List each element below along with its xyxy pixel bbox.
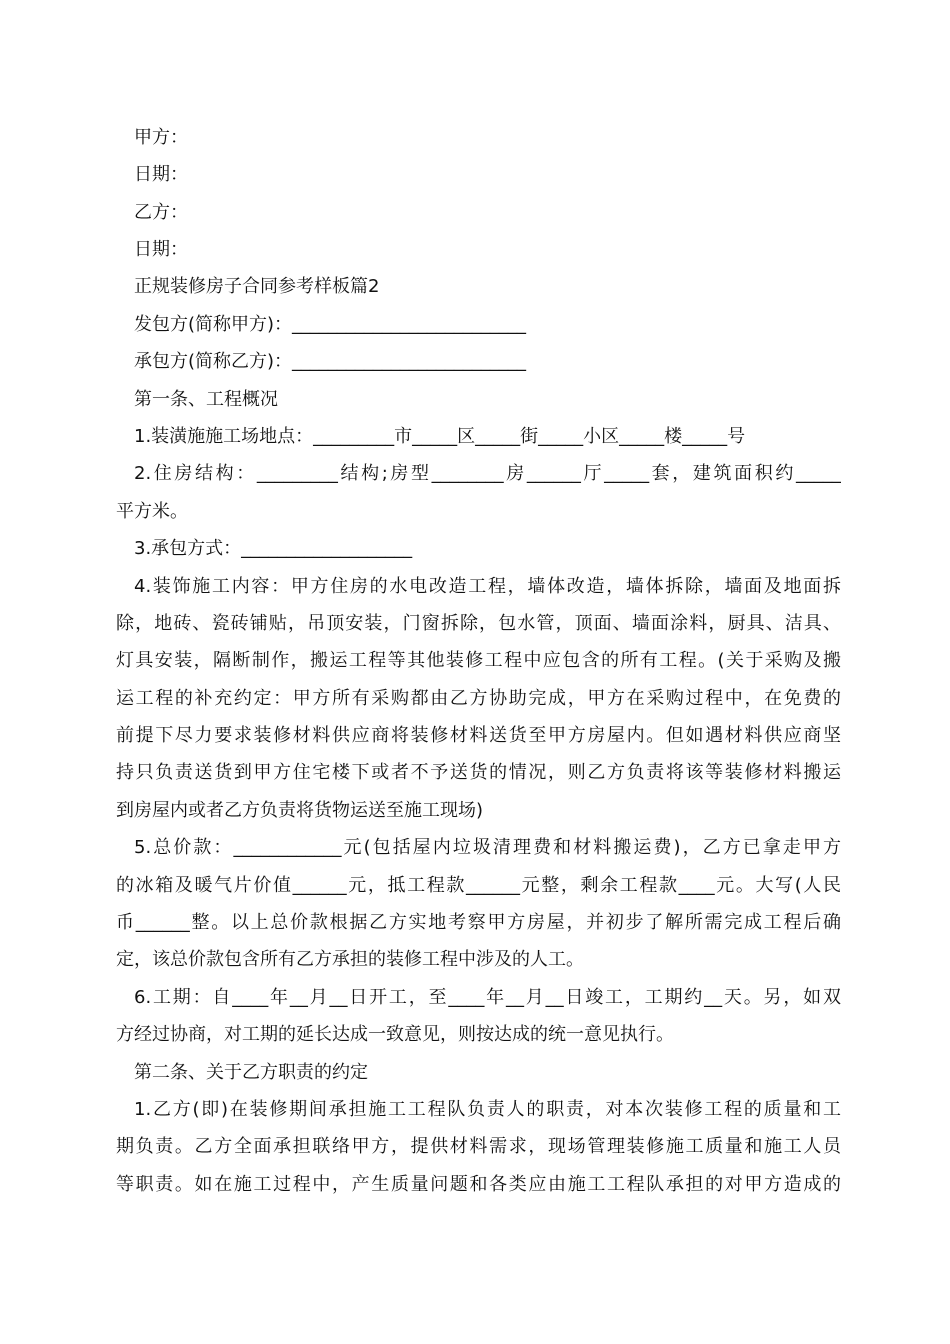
paragraph-line: 1.装潢施施工场地点：_________市_____区_____街_____小区_____楼_____号 — [134, 426, 746, 447]
paragraph-line: 除，地砖、瓷砖铺贴，吊顶安装，门窗拆除，包水管，顶面、墙面涂料，厨具、洁具、 — [116, 613, 841, 634]
date-label: 日期： — [134, 239, 188, 260]
paragraph-line: 币______整。以上总价款根据乙方实地考察甲方房屋，并初步了解所需完成工程后确 — [116, 912, 841, 933]
contractor-a-line: 发包方(简称甲方)：__________________________ — [134, 314, 527, 335]
paragraph-line: 的冰箱及暖气片价值______元，抵工程款______元整，剩余工程款____元。大写(人民 — [116, 875, 841, 896]
paragraph-line: 期负责。乙方全面承担联络甲方，提供材料需求，现场管理装修施工质量和施工人员 — [116, 1136, 841, 1157]
article-heading: 第一条、工程概况 — [134, 389, 278, 410]
date-label: 日期： — [134, 164, 188, 185]
contractor-b-line: 承包方(简称乙方)：__________________________ — [134, 351, 527, 372]
paragraph-line: 前提下尽力要求装修材料供应商将装修材料送货至甲方房屋内。但如遇材料供应商坚 — [116, 725, 841, 746]
paragraph-line: 方经过协商，对工期的延长达成一致意见，则按达成的统一意见执行。 — [116, 1024, 674, 1045]
party-b-label: 乙方： — [134, 202, 188, 223]
paragraph-line: 2.住房结构：_________结构;房型________房______厅_____套，建筑面积约_____ — [134, 463, 841, 484]
paragraph-line: 1.乙方(即)在装修期间承担施工工程队负责人的职责，对本次装修工程的质量和工 — [134, 1099, 841, 1120]
paragraph-line: 持只负责送货到甲方住宅楼下或者不予送货的情况，则乙方负责将该等装修材料搬运 — [116, 762, 841, 783]
paragraph-line: 定，该总价款包含所有乙方承担的装修工程中涉及的人工。 — [116, 949, 584, 970]
paragraph-line: 4.装饰施工内容：甲方住房的水电改造工程，墙体改造，墙体拆除，墙面及地面拆 — [134, 576, 841, 597]
paragraph-line: 到房屋内或者乙方负责将货物运送至施工现场) — [116, 800, 484, 821]
paragraph-line: 灯具安装，隔断制作，搬运工程等其他装修工程中应包含的所有工程。(关于采购及搬 — [116, 650, 841, 671]
party-a-label: 甲方： — [134, 127, 188, 148]
paragraph-line: 平方米。 — [116, 501, 188, 522]
paragraph-line: 运工程的补充约定：甲方所有采购都由乙方协助完成，甲方在采购过程中，在免费的 — [116, 688, 841, 709]
section-title: 正规装修房子合同参考样板篇2 — [134, 276, 380, 297]
article-heading: 第二条、关于乙方职责的约定 — [134, 1062, 368, 1083]
paragraph-line: 3.承包方式：___________________ — [134, 538, 413, 559]
paragraph-line: 6.工期：自____年__月__日开工，至____年__月__日竣工，工期约__天。另，如双 — [134, 987, 841, 1008]
paragraph-line: 等职责。如在施工过程中，产生质量问题和各类应由施工工程队承担的对甲方造成的 — [116, 1174, 841, 1195]
paragraph-line: 5.总价款：____________元(包括屋内垃圾清理费和材料搬运费)，乙方已拿走甲方 — [134, 837, 841, 858]
